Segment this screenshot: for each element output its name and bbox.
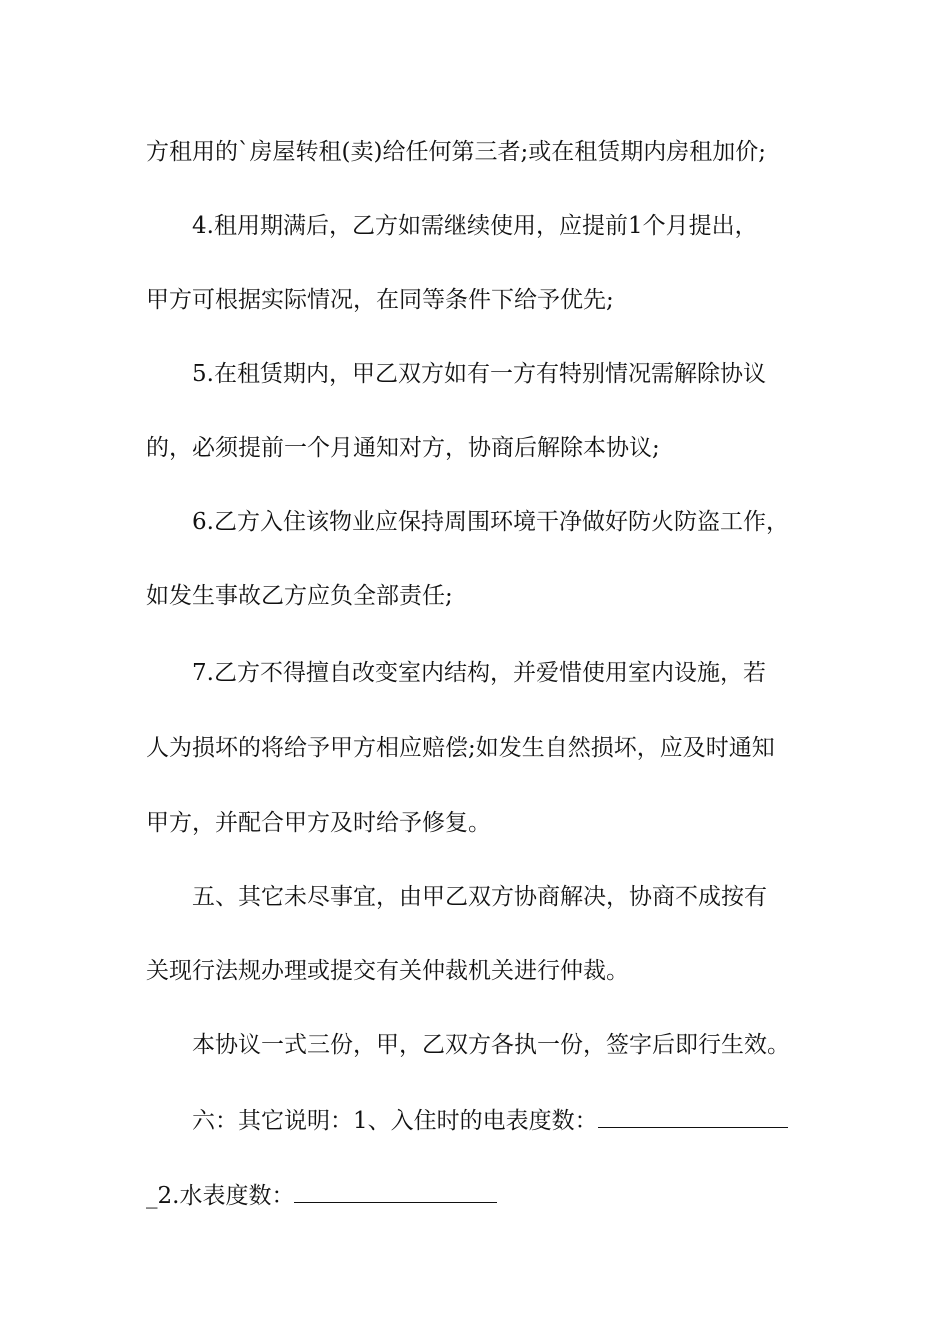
text-line: 5.在租赁期内，甲乙双方如有一方有特别情况需解除协议 bbox=[192, 361, 766, 387]
electric-meter-label: 六：其它说明：1、入住时的电表度数： bbox=[192, 1108, 598, 1134]
text-line: 本协议一式三份，甲，乙双方各执一份，签字后即行生效。 bbox=[192, 1032, 790, 1058]
text-line: 7.乙方不得擅自改变室内结构，并爱惜使用室内设施，若 bbox=[192, 660, 766, 686]
text-line: 的，必须提前一个月通知对方，协商后解除本协议; bbox=[146, 435, 660, 461]
text-line: 6.乙方入住该物业应保持周围环境干净做好防火防盗工作， bbox=[192, 509, 789, 535]
electric-meter-blank bbox=[598, 1107, 788, 1128]
water-meter-label: _2.水表度数： bbox=[146, 1183, 295, 1209]
text-line: 关现行法规办理或提交有关仲裁机关进行仲裁。 bbox=[146, 958, 629, 984]
text-line: 方租用的`房屋转租(卖)给任何第三者;或在租赁期内房租加价; bbox=[146, 139, 766, 165]
electric-meter-line bbox=[192, 1106, 826, 1136]
text-line: 五、其它未尽事宜，由甲乙双方协商解决，协商不成按有 bbox=[192, 884, 767, 910]
text-line: 如发生事故乙方应负全部责任; bbox=[146, 583, 453, 609]
text-line: 甲方，并配合甲方及时给予修复。 bbox=[146, 810, 491, 836]
text-line: 4.租用期满后，乙方如需继续使用，应提前1个月提出， bbox=[192, 213, 758, 239]
text-line: 人为损坏的将给予甲方相应赔偿;如发生自然损坏，应及时通知 bbox=[146, 735, 775, 761]
text-line: 甲方可根据实际情况，在同等条件下给予优先; bbox=[146, 287, 614, 313]
water-meter-blank bbox=[294, 1182, 497, 1203]
water-meter-line bbox=[146, 1181, 826, 1211]
